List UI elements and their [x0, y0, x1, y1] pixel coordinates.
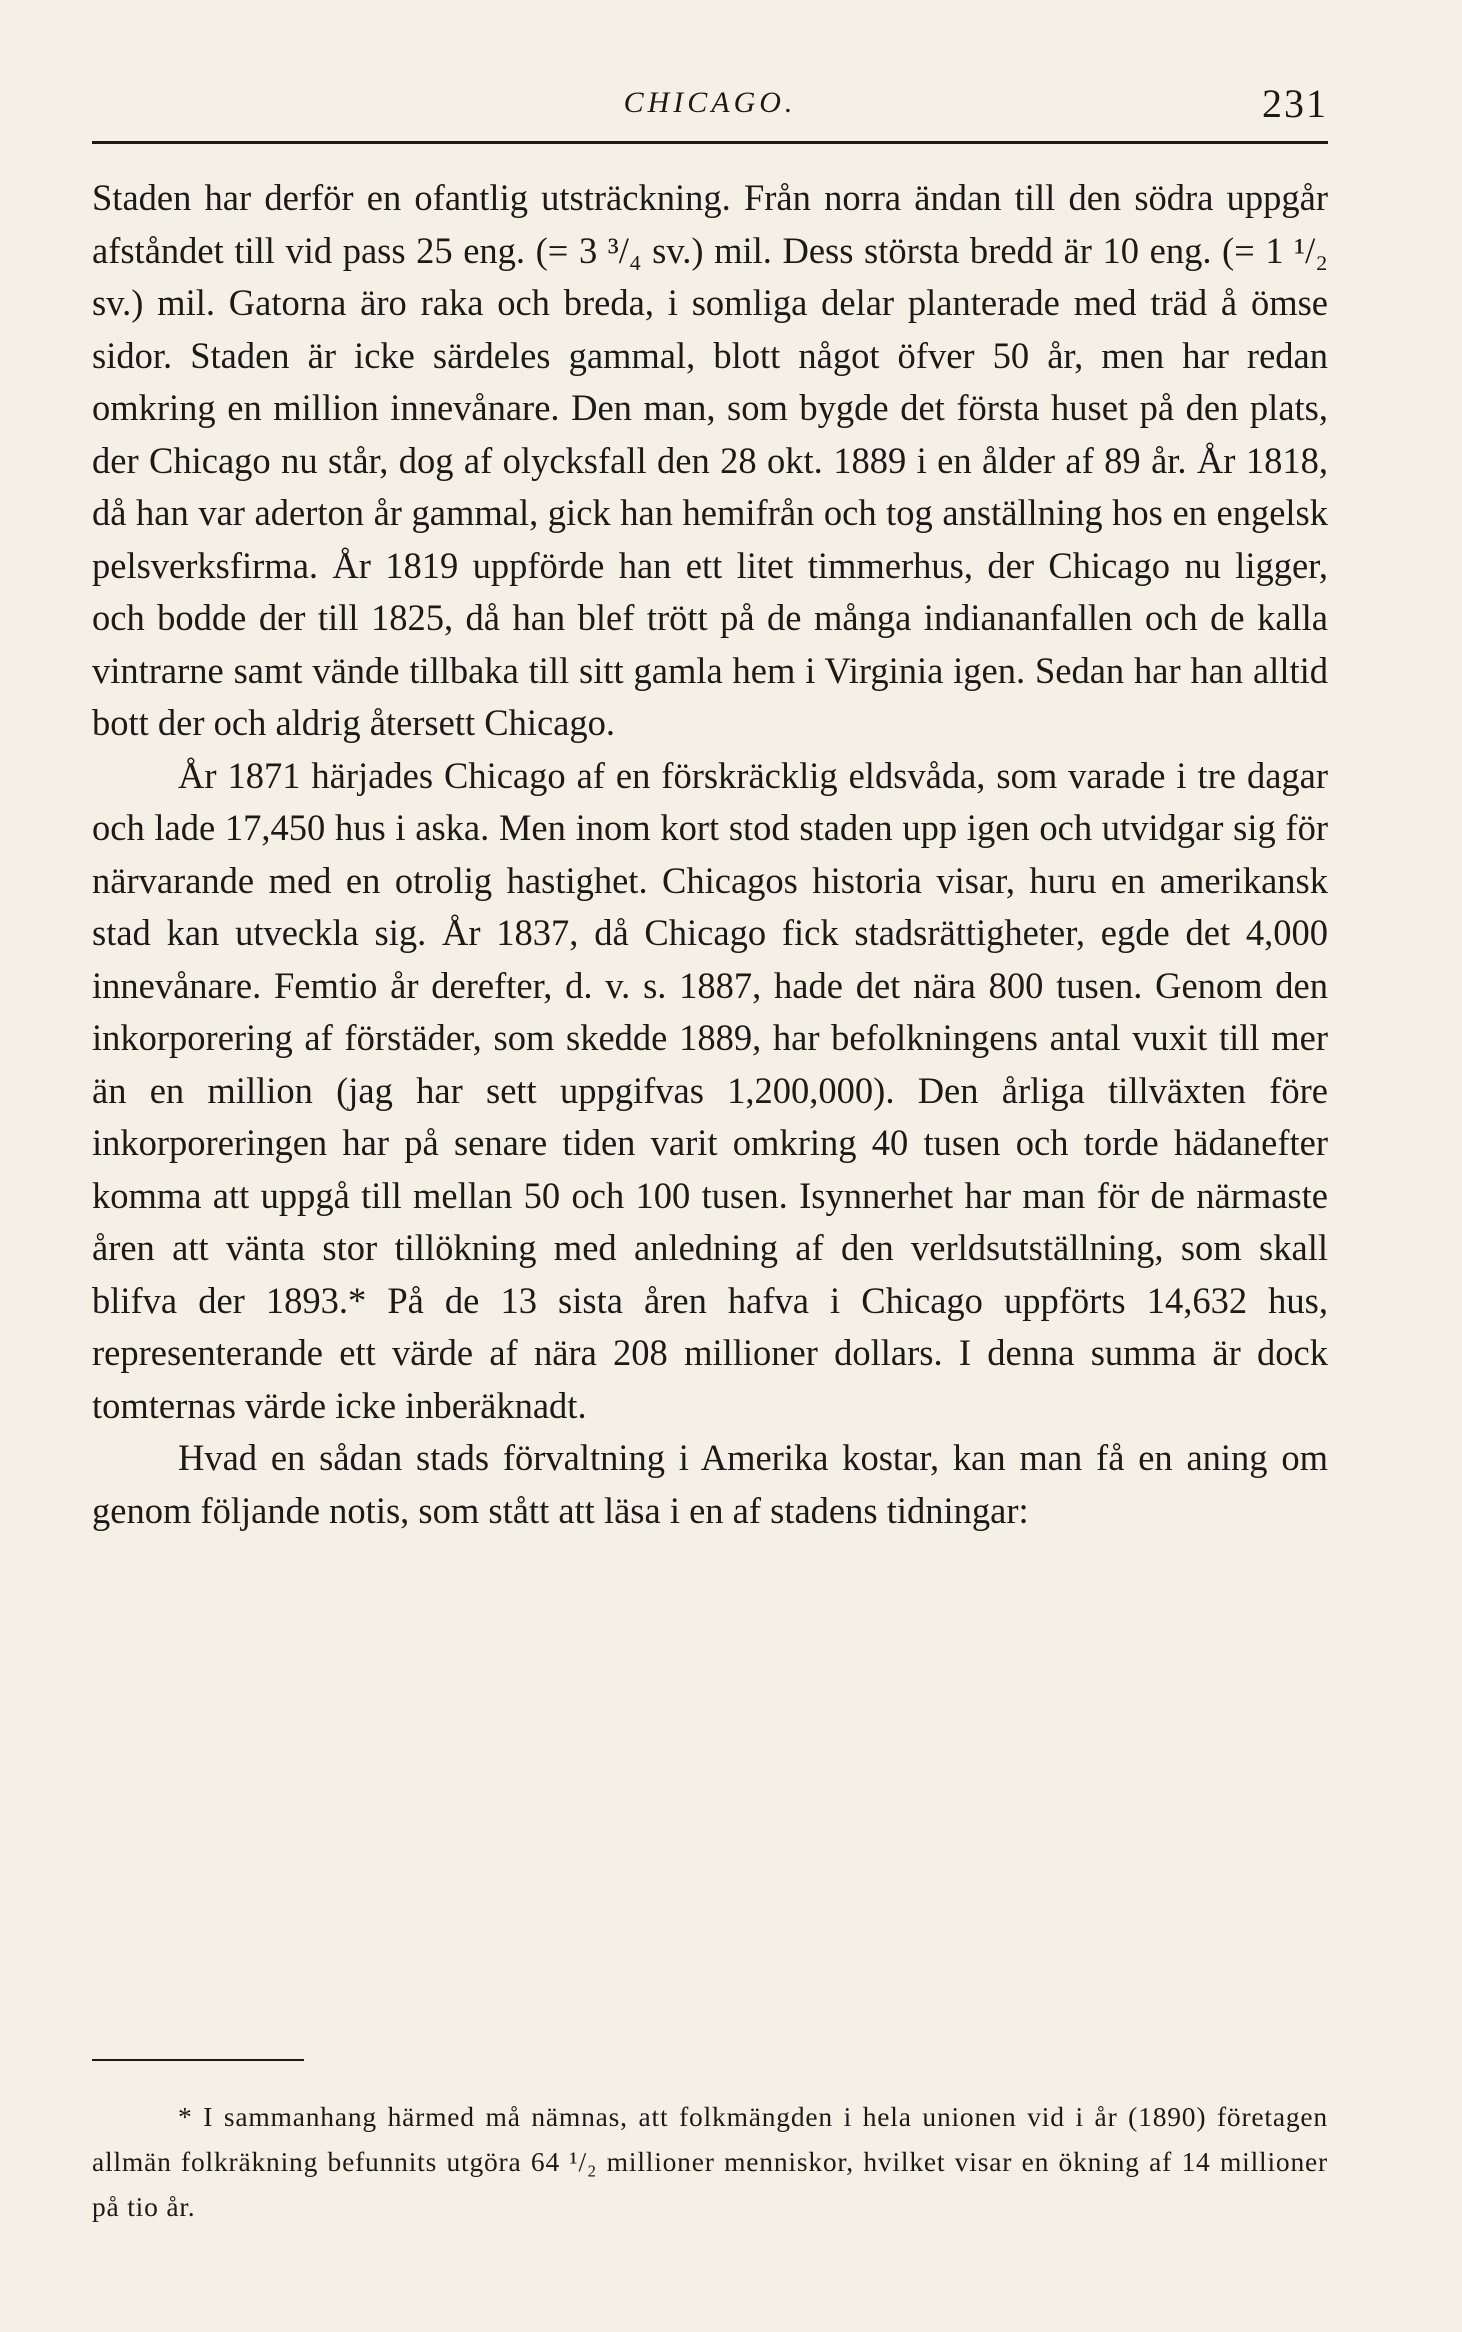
paragraph-fire-and-growth: År 1871 härjades Chicago af en förskräcklig eldsvåda, som varade i tre dagar och lade 17,450 hus i aska. Men inom kort stod staden upp igen och utvidgar sig för närvarande med en otrolig hastighet. Chicagos historia visar, huru en amerikansk stad kan utveckla sig. År 1837, då Chicago fick stadsrättigheter, egde det 4,000 innevånare. Femtio år derefter, d. v. s. 1887, hade det nära 800 tusen. Genom den inkorporering af förstäder, som skedde 1889, har befolkningens antal vuxit till mer än en million (jag har sett uppgifvas 1,200,000). Den årliga tillväxten före inkorporeringen har på senare tiden varit omkring 40 tusen och torde hädanefter komma att uppgå till mellan 50 och 100 tusen. Isynnerhet har man för de närmaste åren att vänta stor tillökning med anledning af den verldsutställning, som skall blifva der 1893.* På de 13 sista åren hafva i Chicago uppförts 14,632 hus, representerande ett värde af nära 208 millioner dollars. I denna summa är dock tomternas värde icke inberäknadt.	[92, 754, 1328, 1426]
body-text	[92, 172, 1328, 1537]
page-number: 231	[1262, 81, 1328, 126]
footnote-rule	[92, 2059, 304, 2061]
page-header	[92, 80, 1328, 140]
running-head: CHICAGO.	[623, 86, 797, 119]
footnote-text: * I sammanhang härmed må nämnas, att folkmängden i hela unionen vid i år (1890) företagen allmän folkräkning befunnits utgöra 64 ¹/₂ millioner menniskor, hvilket visar en ökning af 14 millioner på tio år.	[92, 2101, 1328, 2222]
footnote	[92, 2094, 1328, 2229]
paragraph-administration: Hvad en sådan stads förvaltning i Amerika kostar, kan man få en aning om genom följande notis, som stått att läsa i en af stadens tidningar:	[92, 1437, 1328, 1531]
paragraph-city-size: Staden har derför en ofantlig utsträckning. Från norra ändan till den södra uppgår afståndet till vid pass 25 eng. (= 3 ³/₄ sv.) mil. Dess största bredd är 10 eng. (= 1 ¹/₂ sv.) mil. Gatorna äro raka och breda, i somliga delar planterade med träd å ömse sidor. Staden är icke särdeles gammal, blott något öfver 50 år, men har redan omkring en million innevånare. Den man, som bygde det första huset på den plats, der Chicago nu står, dog af olycksfall den 28 okt. 1889 i en ålder af 89 år. År 1818, då han var aderton år gammal, gick han hemifrån och tog anställning hos en engelsk pelsverksfirma. År 1819 uppförde han ett litet timmerhus, der Chicago nu ligger, och bodde der till 1825, då han blef trött på de många indiananfallen och de kalla vintrarne samt vände tillbaka till sitt gamla hem i Virginia igen. Sedan har han alltid bott der och aldrig återsett Chicago.	[92, 177, 1328, 743]
header-rule	[92, 141, 1328, 144]
